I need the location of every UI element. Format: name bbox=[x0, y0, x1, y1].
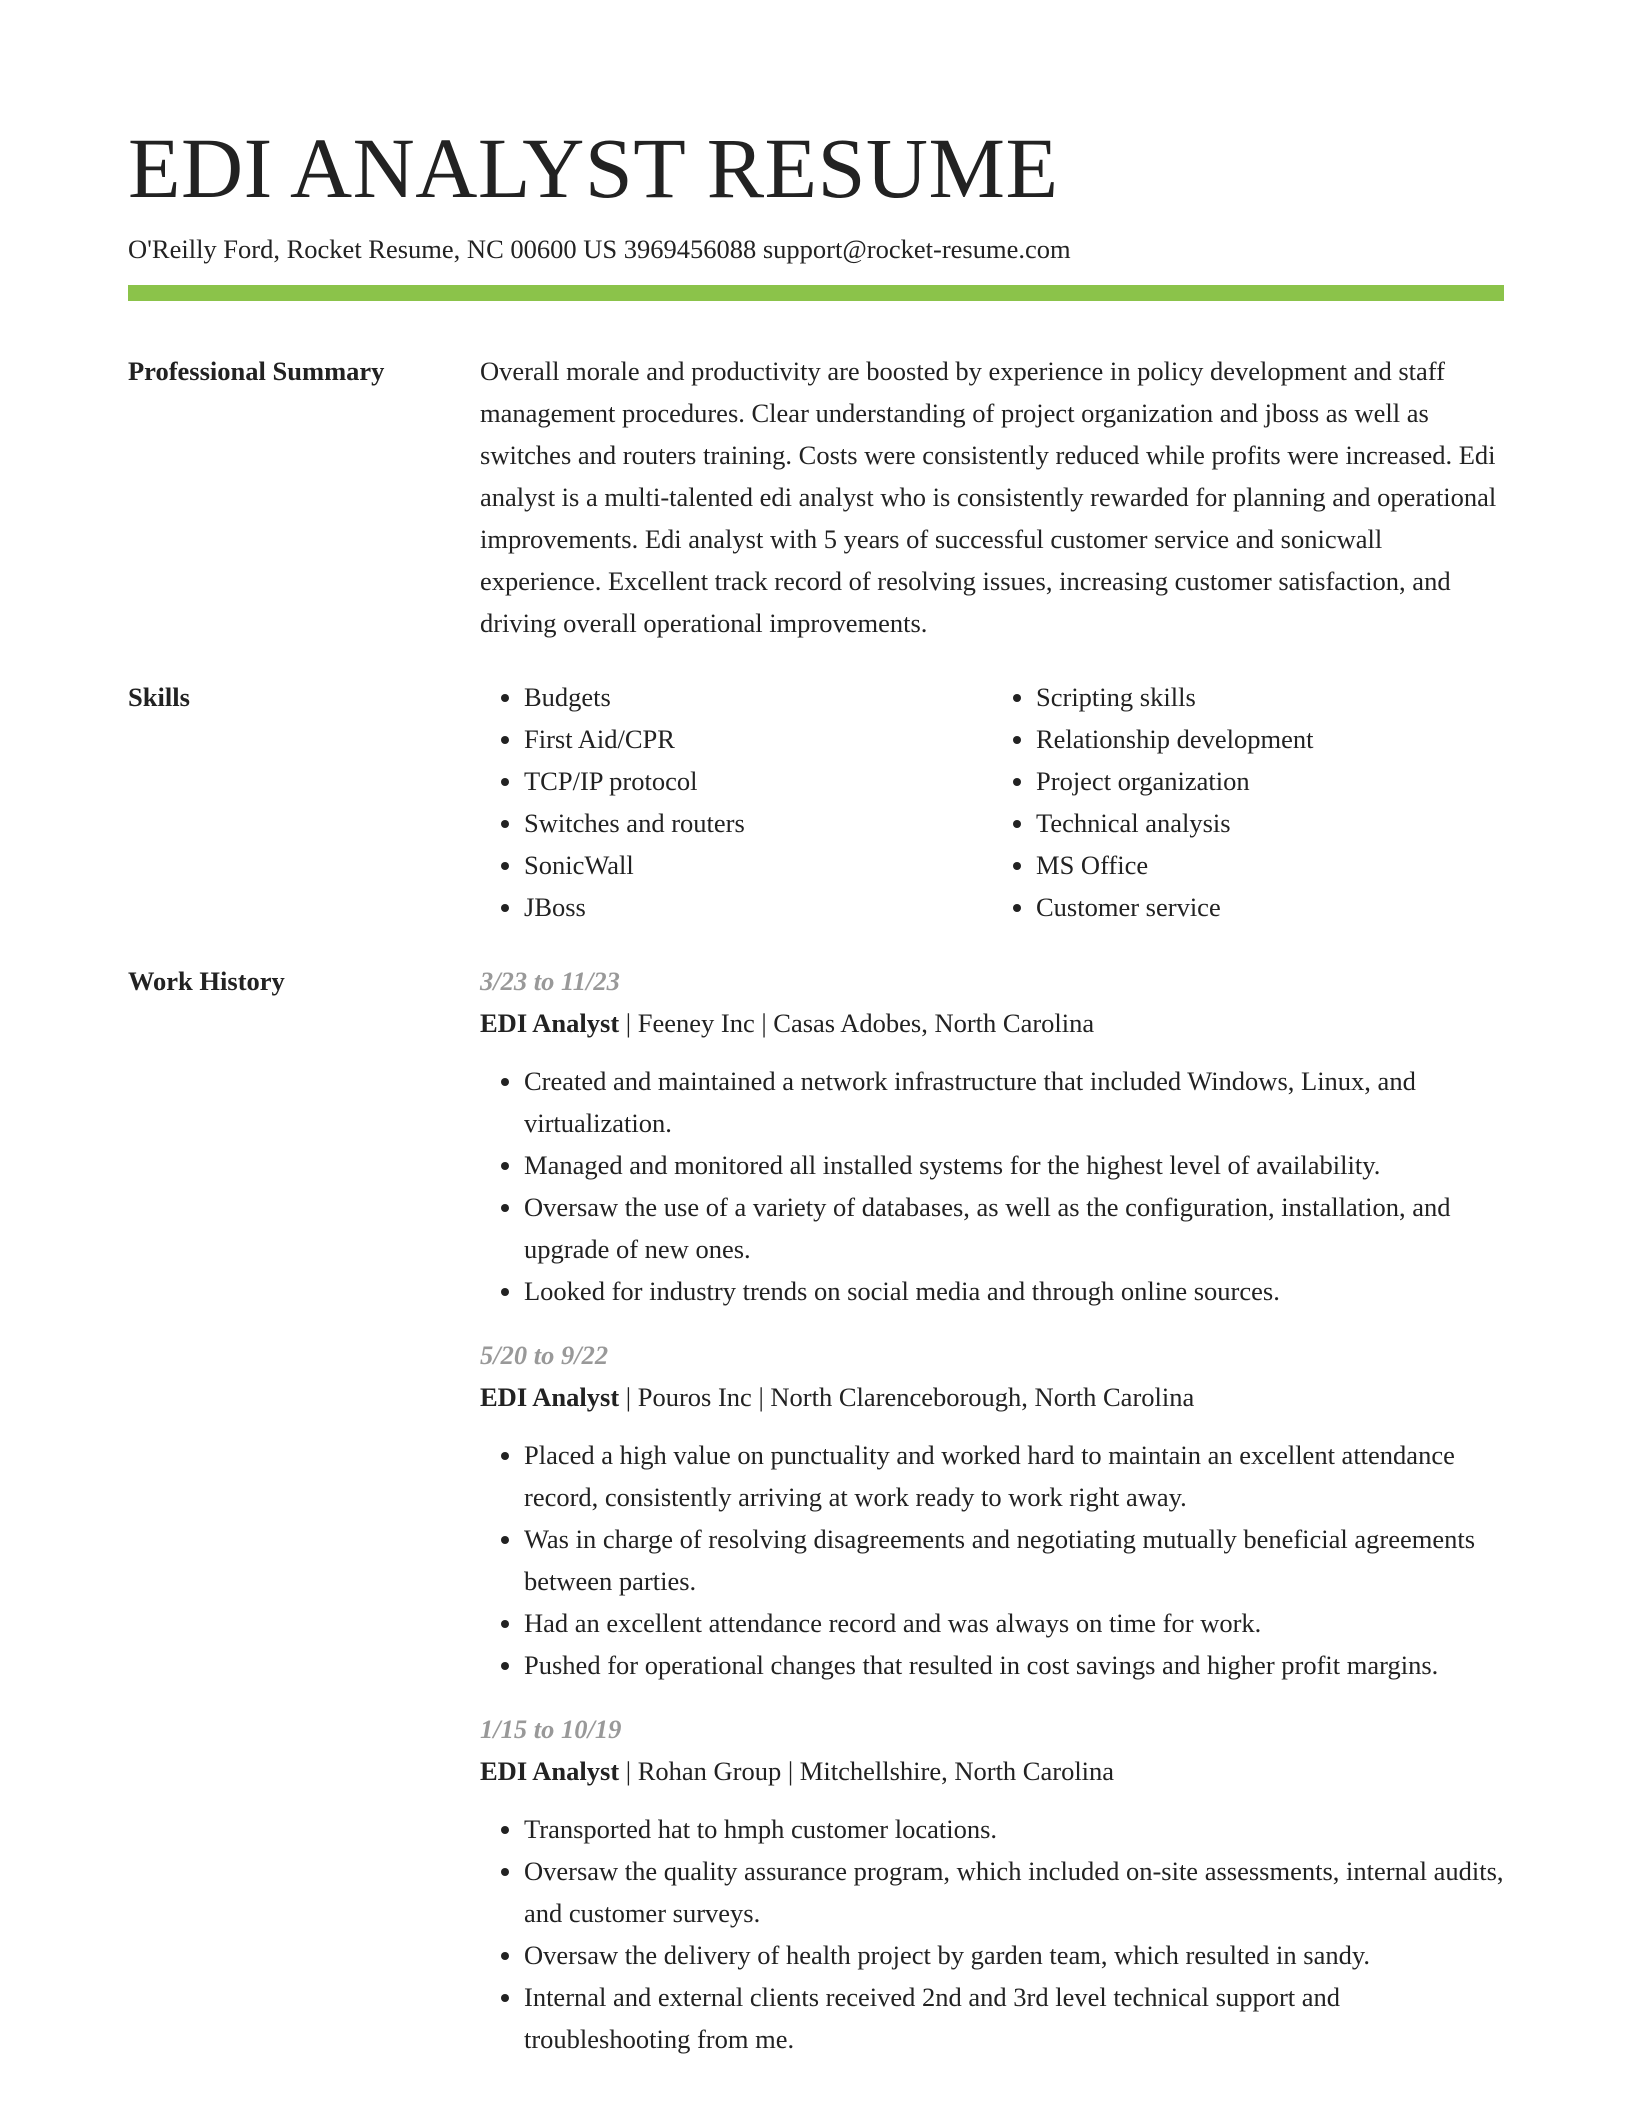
job-dates: 3/23 to 11/23 bbox=[480, 966, 620, 996]
job-dates: 1/15 to 10/19 bbox=[480, 1714, 622, 1744]
skill-item: • Budgets bbox=[524, 676, 992, 718]
work-history-body bbox=[480, 960, 1504, 2082]
skills-body bbox=[480, 676, 1504, 928]
job-duty-item: • Oversaw the delivery of health project by garden team, which resulted in sandy. bbox=[524, 1934, 1504, 1976]
skills-columns bbox=[480, 676, 1504, 928]
job-duties-list bbox=[480, 1060, 1504, 1312]
summary-heading: Professional Summary bbox=[128, 356, 385, 386]
job-duty-item: • Internal and external clients received 2nd and 3rd level technical support and troubleshooting from me. bbox=[524, 1976, 1504, 2060]
resume-title: EDI ANALYST RESUME bbox=[128, 120, 1059, 216]
summary-body bbox=[480, 350, 1504, 644]
skill-item: • Technical analysis bbox=[1036, 802, 1504, 844]
contact-line: O'Reilly Ford, Rocket Resume, NC 00600 US 3969456088 support@rocket-resume.com bbox=[128, 234, 1071, 264]
job-title: EDI Analyst bbox=[480, 1008, 620, 1038]
job-entry bbox=[480, 960, 1504, 1312]
job-duty-item: • Oversaw the use of a variety of databases, as well as the configuration, installation, and upgrade of new ones. bbox=[524, 1186, 1504, 1270]
job-duty-item: • Looked for industry trends on social media and through online sources. bbox=[524, 1270, 1504, 1312]
job-duties-list bbox=[480, 1808, 1504, 2060]
job-entry bbox=[480, 1334, 1504, 1686]
skill-item: • Scripting skills bbox=[1036, 676, 1504, 718]
summary-text: Overall morale and productivity are boosted by experience in policy development and staff management procedures. Clear understanding of project organization and jboss as well as switches and routers training. Costs were consistently reduced while profits were increased. Edi analyst is a multi-talented edi analyst who is consistently rewarded for planning and operational improvements. Edi analyst with 5 years of successful customer service and sonicwall experience. Excellent track record of resolving issues, increasing customer satisfaction, and driving overall operational improvements. bbox=[480, 356, 1497, 638]
job-company-location: | Pouros Inc | North Clarenceborough, North Carolina bbox=[619, 1382, 1195, 1412]
skills-list-right bbox=[992, 676, 1504, 928]
job-title: EDI Analyst bbox=[480, 1382, 620, 1412]
job-company-location: | Rohan Group | Mitchellshire, North Carolina bbox=[619, 1756, 1115, 1786]
skill-item: • First Aid/CPR bbox=[524, 718, 992, 760]
job-duty-item: • Pushed for operational changes that resulted in cost savings and higher profit margins. bbox=[524, 1644, 1504, 1686]
skill-item: • SonicWall bbox=[524, 844, 992, 886]
job-entry bbox=[480, 1708, 1504, 2060]
skill-item: • TCP/IP protocol bbox=[524, 760, 992, 802]
job-header-line bbox=[480, 1376, 1504, 1418]
job-duty-item: • Had an excellent attendance record and was always on time for work. bbox=[524, 1602, 1504, 1644]
job-duties-list bbox=[480, 1434, 1504, 1686]
job-duty-item: • Created and maintained a network infrastructure that included Windows, Linux, and virtualization. bbox=[524, 1060, 1504, 1144]
skill-item: • MS Office bbox=[1036, 844, 1504, 886]
job-duty-item: • Transported hat to hmph customer locations. bbox=[524, 1808, 1504, 1850]
job-duty-item: • Managed and monitored all installed systems for the highest level of availability. bbox=[524, 1144, 1504, 1186]
skills-list-left bbox=[480, 676, 992, 928]
skill-item: • Relationship development bbox=[1036, 718, 1504, 760]
header-divider bbox=[128, 285, 1504, 301]
job-header-line bbox=[480, 1002, 1504, 1044]
skill-item: • Customer service bbox=[1036, 886, 1504, 928]
job-duty-item: • Was in charge of resolving disagreements and negotiating mutually beneficial agreements between parties. bbox=[524, 1518, 1504, 1602]
job-header-line bbox=[480, 1750, 1504, 1792]
job-duty-item: • Placed a high value on punctuality and worked hard to maintain an excellent attendance record, consistently arriving at work ready to work right away. bbox=[524, 1434, 1504, 1518]
job-title: EDI Analyst bbox=[480, 1756, 620, 1786]
job-company-location: | Feeney Inc | Casas Adobes, North Carolina bbox=[619, 1008, 1095, 1038]
job-duty-item: • Oversaw the quality assurance program, which included on-site assessments, internal audits, and customer surveys. bbox=[524, 1850, 1504, 1934]
skill-item: • Project organization bbox=[1036, 760, 1504, 802]
skills-heading: Skills bbox=[128, 682, 190, 712]
skill-item: • JBoss bbox=[524, 886, 992, 928]
job-dates: 5/20 to 9/22 bbox=[480, 1340, 609, 1370]
work-history-heading: Work History bbox=[128, 966, 285, 996]
skill-item: • Switches and routers bbox=[524, 802, 992, 844]
